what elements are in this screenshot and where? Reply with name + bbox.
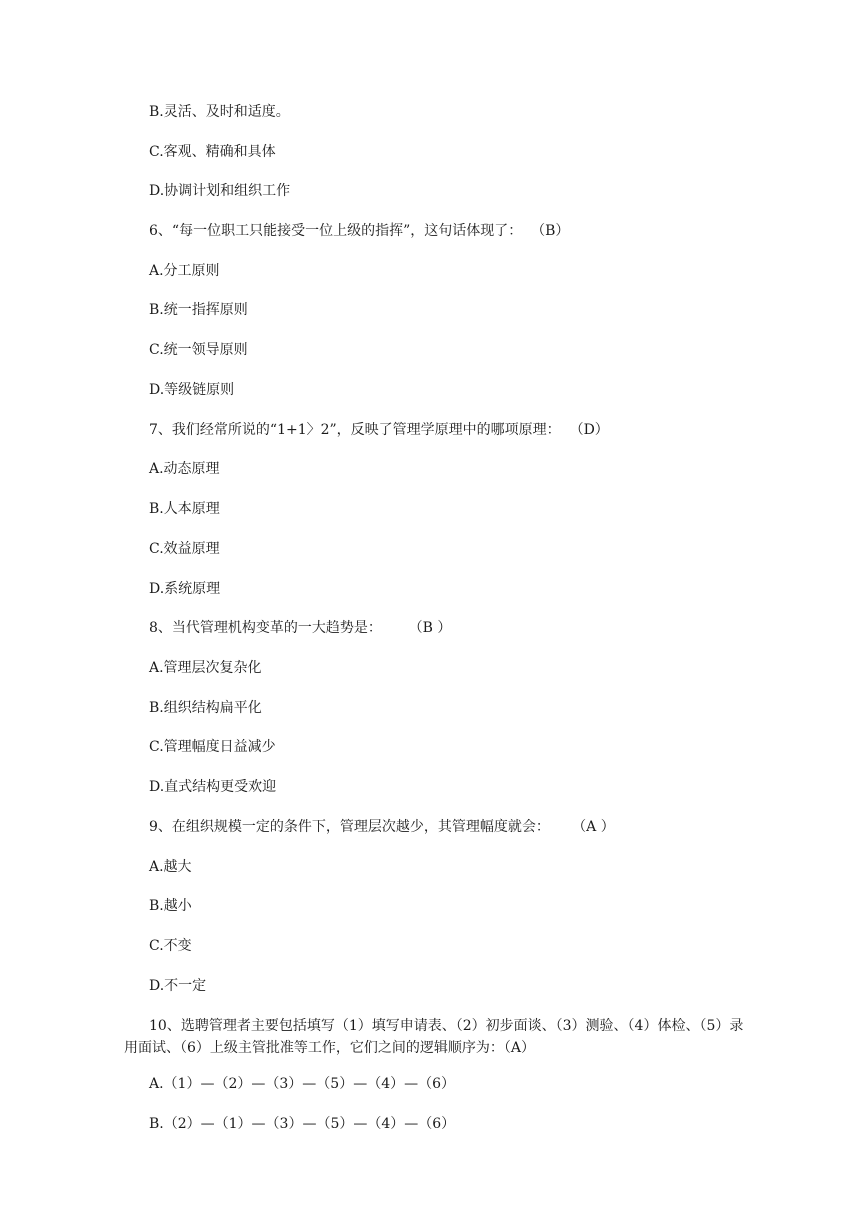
option-c-q8: C.管理幅度日益减少	[149, 739, 276, 755]
question-10: 10、选聘管理者主要包括填写（1）填写申请表、（2）初步面谈、（3）测验、（4）体检、（5）录用面试、（6）上级主管批准等工作，它们之间的逻辑顺序为：（A）	[124, 1018, 744, 1056]
option-b-q10: B.（2）—（1）—（3）—（5）—（4）—（6）	[149, 1116, 456, 1132]
option-b-q6: B.统一指挥原则	[149, 302, 248, 318]
question-7: 7、我们经常所说的“1+1〉2”，反映了管理学原理中的哪项原理： （D）	[149, 422, 609, 438]
option-d-q6: D.等级链原则	[149, 382, 235, 398]
option-c-q7: C.效益原理	[149, 541, 220, 557]
option-d-q9: D.不一定	[149, 978, 207, 994]
option-b-q9: B.越小	[149, 898, 192, 914]
option-d-q5: D.协调计划和组织工作	[149, 183, 291, 199]
option-b-q8: B.组织结构扁平化	[149, 700, 262, 716]
option-b-q7: B.人本原理	[149, 501, 220, 517]
question-9: 9、在组织规模一定的条件下，管理层次越少，其管理幅度就会： （A ）	[149, 819, 615, 835]
option-c-q5: C.客观、精确和具体	[149, 144, 276, 160]
option-c-q6: C.统一领导原则	[149, 342, 248, 358]
option-c-q9: C.不变	[149, 938, 192, 954]
option-a-q8: A.管理层次复杂化	[149, 660, 262, 676]
question-8: 8、当代管理机构变革的一大趋势是： （B ）	[149, 620, 452, 636]
option-a-q9: A.越大	[149, 859, 192, 875]
option-d-q7: D.系统原理	[149, 581, 221, 597]
option-b-q5: B.灵活、及时和适度。	[149, 104, 290, 120]
option-a-q10: A.（1）—（2）—（3）—（5）—（4）—（6）	[149, 1076, 456, 1092]
option-d-q8: D.直式结构更受欢迎	[149, 779, 277, 795]
question-6: 6、“每一位职工只能接受一位上级的指挥”，这句话体现了： （B）	[149, 223, 570, 239]
option-a-q6: A.分工原则	[149, 263, 220, 279]
option-a-q7: A.动态原理	[149, 461, 220, 477]
